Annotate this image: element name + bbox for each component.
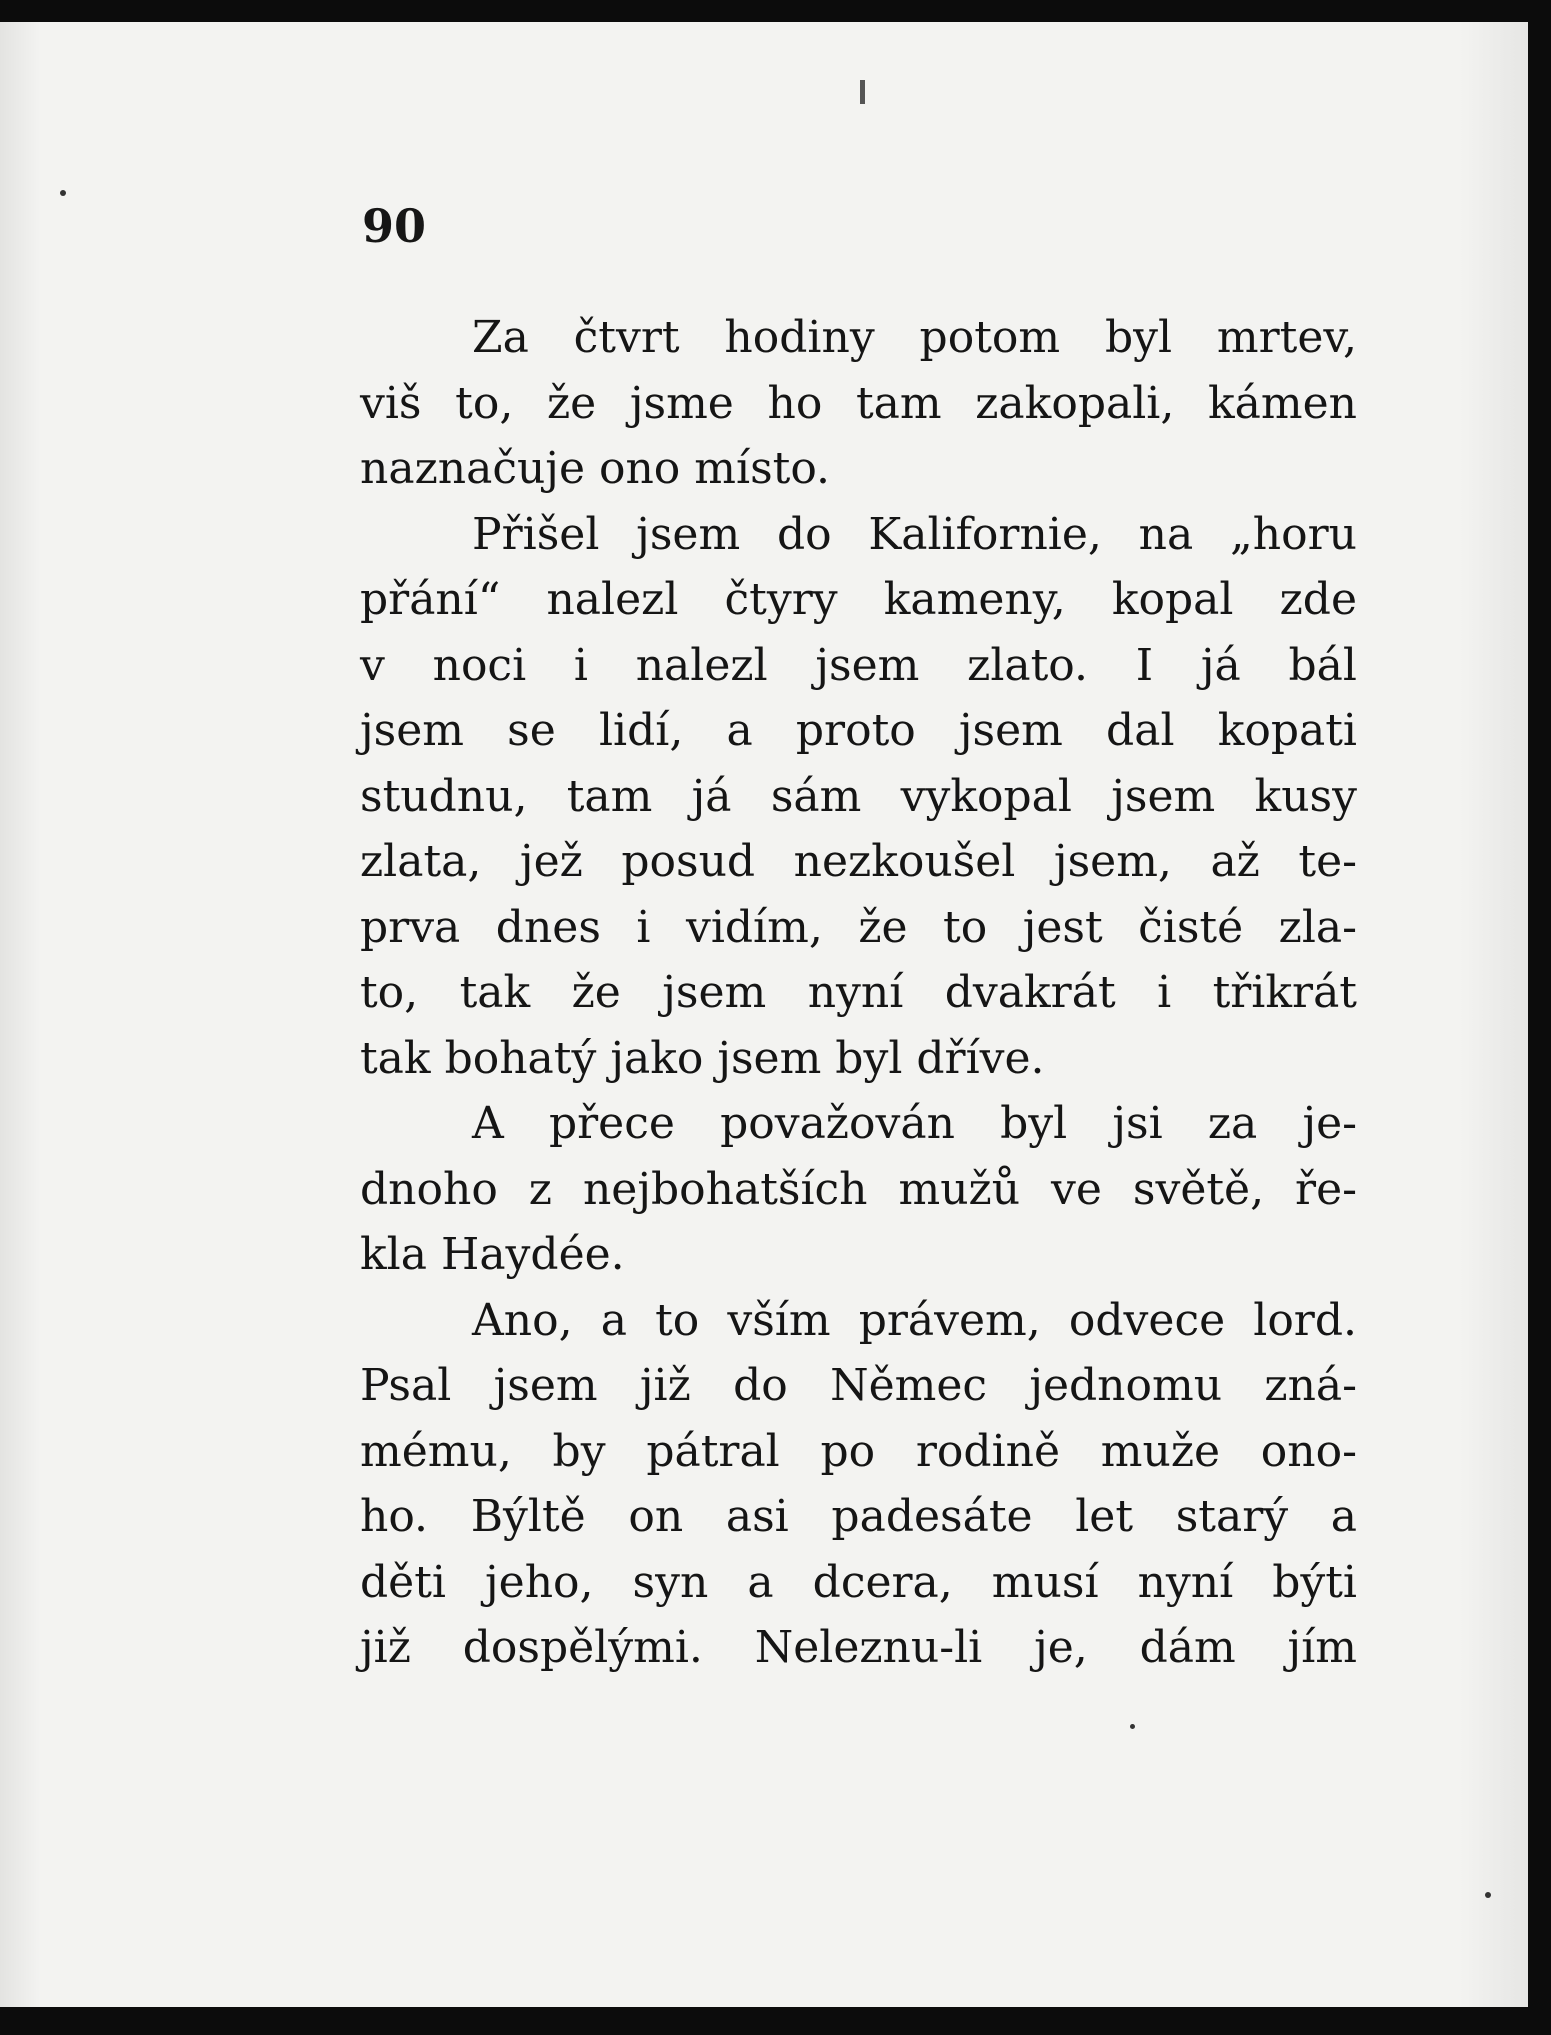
text-line: naznačuje ono místo.	[360, 443, 831, 494]
text-line: viš to, že jsme ho tam zakopali, kámen	[360, 377, 1357, 429]
text-line: Psal jsem již do Němec jednomu zná-	[360, 1360, 1357, 1411]
text-line: studnu, tam já sám vykopal jsem kusy	[360, 770, 1357, 822]
text-line: zlata, jež posud nezkoušel jsem, až te-	[360, 836, 1357, 887]
text-line: již dospělými. Neleznu-li je, dám jím	[360, 1622, 1357, 1673]
text-line: jsem se lidí, a proto jsem dal kopati	[360, 705, 1357, 756]
text-line: to, tak že jsem nyní dvakrát i třikrát	[360, 967, 1357, 1018]
page-number: 90	[362, 199, 427, 253]
book-page	[0, 22, 1528, 2007]
text-line: mému, by pátral po rodině muže ono-	[360, 1425, 1357, 1477]
text-line: Přišel jsem do Kalifornie, na „horu	[472, 508, 1357, 560]
text-line: ho. Býltě on asi padesáte let starý a	[360, 1491, 1357, 1542]
body-text	[360, 305, 1357, 1681]
text-line: tak bohatý jako jsem byl dříve.	[360, 1032, 1045, 1084]
text-line: děti jeho, syn a dcera, musí nyní býti	[360, 1556, 1357, 1608]
text-line: přání“ nalezl čtyry kameny, kopal zde	[360, 574, 1357, 625]
text-line: v noci i nalezl jsem zlato. I já bál	[360, 639, 1357, 691]
dust-speck	[1130, 1724, 1135, 1729]
text-line: A přece považován byl jsi za je-	[472, 1098, 1357, 1149]
text-line: dnoho z nejbohatších mužů ve světě, ře-	[360, 1163, 1357, 1215]
print-mark	[860, 80, 865, 104]
dust-speck	[1485, 1892, 1491, 1898]
text-line: kla Haydée.	[360, 1229, 625, 1280]
text-line: prva dnes i vidím, že to jest čisté zla-	[360, 901, 1357, 953]
text-line: Ano, a to vším právem, odvece lord.	[472, 1294, 1357, 1346]
text-line: Za čtvrt hodiny potom byl mrtev,	[472, 312, 1357, 363]
dust-speck	[60, 190, 66, 196]
